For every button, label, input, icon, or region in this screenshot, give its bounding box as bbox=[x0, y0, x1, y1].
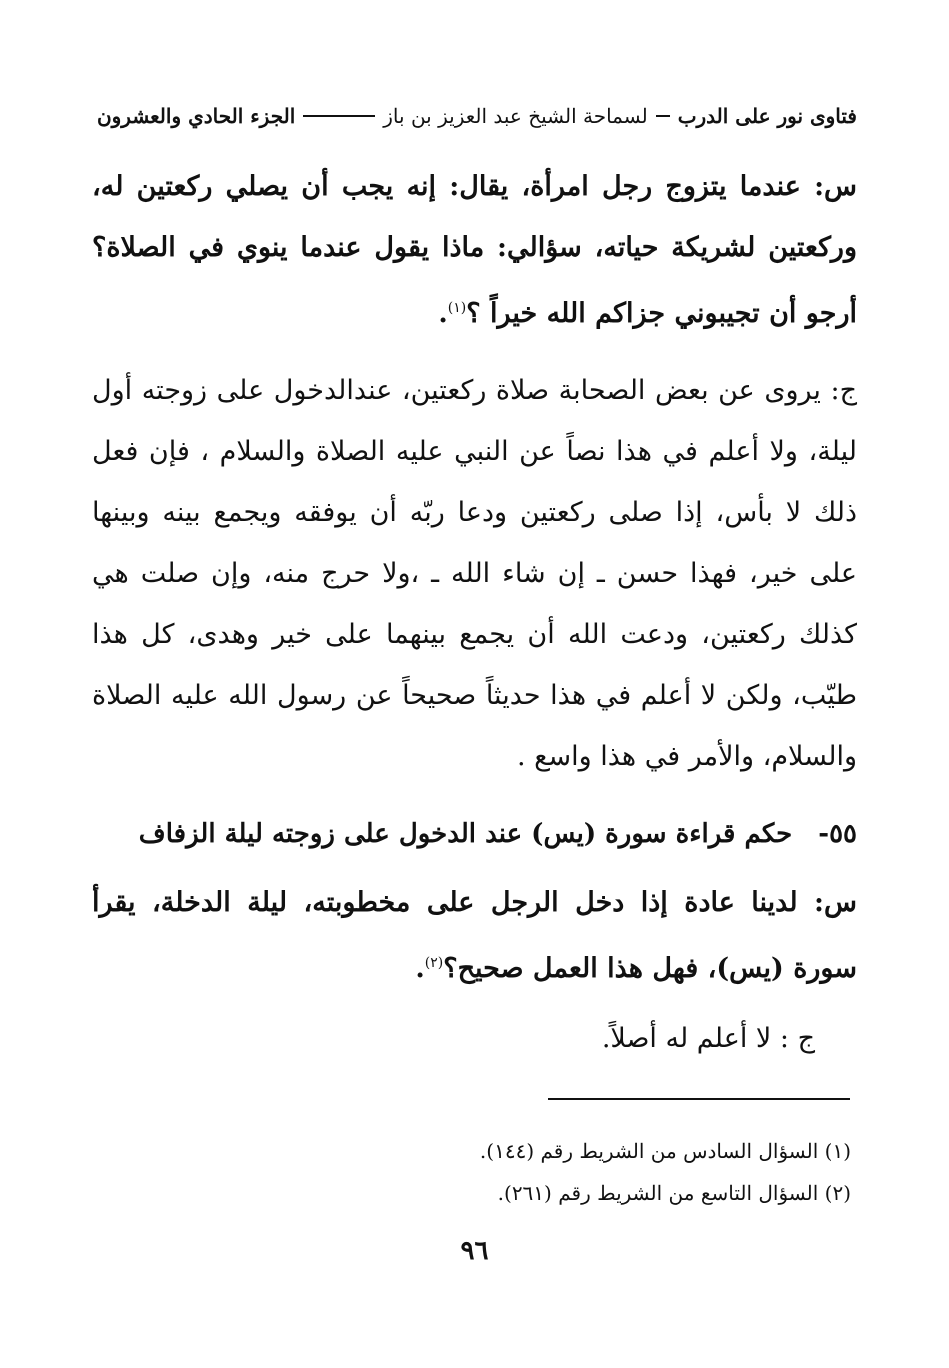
question-2-text: س: لدينا عادة إذا دخل الرجل على مخطوبته، ليلة الدخلة، يقرأ سورة (يس)، فهل هذا العمل صحيح؟ bbox=[92, 887, 857, 984]
section-heading bbox=[92, 808, 857, 860]
footnote-ref-2: (٢) bbox=[424, 955, 444, 971]
answer-2-text: ج : لا أعلم له أصلاً. bbox=[601, 1023, 815, 1054]
answer-1 bbox=[92, 360, 857, 787]
answer-2 bbox=[92, 1008, 857, 1069]
section-number: ٥٥- bbox=[818, 819, 857, 849]
footnote-ref-1: (١) bbox=[447, 300, 467, 316]
question-2: س: لدينا عادة إذا دخل الرجل على مخطوبته، ليلة الدخلة، يقرأ سورة (يس)، فهل هذا العمل صحيح؟$^{(٢)}$. bbox=[92, 887, 857, 984]
header-book-title: فتاوى نور على الدرب bbox=[677, 104, 857, 128]
header-separator bbox=[656, 115, 670, 117]
header-volume: الجزء الحادي والعشرون bbox=[96, 104, 296, 128]
header-separator-long bbox=[303, 115, 375, 117]
question-1: س: عندما يتزوج رجل امرأة، يقال: إنه يجب أن يصلي ركعتين له، وركعتين لشريكة حياته، سؤالي: ماذا يقول عندما ينوي في الصلاة؟ أرجو أن تجيبوني جزاكم الله خيراً ؟$^{(١)}$. bbox=[92, 171, 857, 329]
footnote-1: (١) السؤال السادس من الشريط رقم (١٤٤). bbox=[479, 1139, 851, 1163]
question-1-text: س: عندما يتزوج رجل امرأة، يقال: إنه يجب أن يصلي ركعتين له، وركعتين لشريكة حياته، سؤالي: ماذا يقول عندما ينوي في الصلاة؟ أرجو أن تجيبوني جزاكم الله خيراً ؟ bbox=[92, 171, 857, 329]
header-author: لسماحة الشيخ عبد العزيز بن باز bbox=[383, 104, 648, 128]
page-number: ٩٦ bbox=[460, 1236, 489, 1266]
section-title: حكم قراءة سورة (يس) عند الدخول على زوجته ليلة الزفاف bbox=[138, 819, 793, 849]
footnotes bbox=[151, 1130, 851, 1214]
footnote-divider bbox=[548, 1098, 850, 1100]
answer-1-text: ج: يروى عن بعض الصحابة صلاة ركعتين، عندالدخول على زوجته أول ليلة، ولا أعلم في هذا نصاً عن النبي عليه الصلاة والسلام ، فإن فعل ذلك لا بأس، إذا صلى ركعتين ودعا ربّه أن يوفقه ويجمع بينه وبينها على خير، فهذا حسن ـ إن شاء الله ـ ،ولا حرج منه، وإن صلت هي كذلك ركعتين، ودعت الله أن يجمع بينهما على خير وهدى، كل هذا طيّب، ولكن لا أعلم في هذا حديثاً صحيحاً عن رسول الله عليه الصلاة والسلام، والأمر في هذا واسع . bbox=[92, 375, 857, 772]
running-header bbox=[87, 96, 857, 136]
footnote-2: (٢) السؤال التاسع من الشريط رقم (٢٦١). bbox=[497, 1181, 851, 1205]
